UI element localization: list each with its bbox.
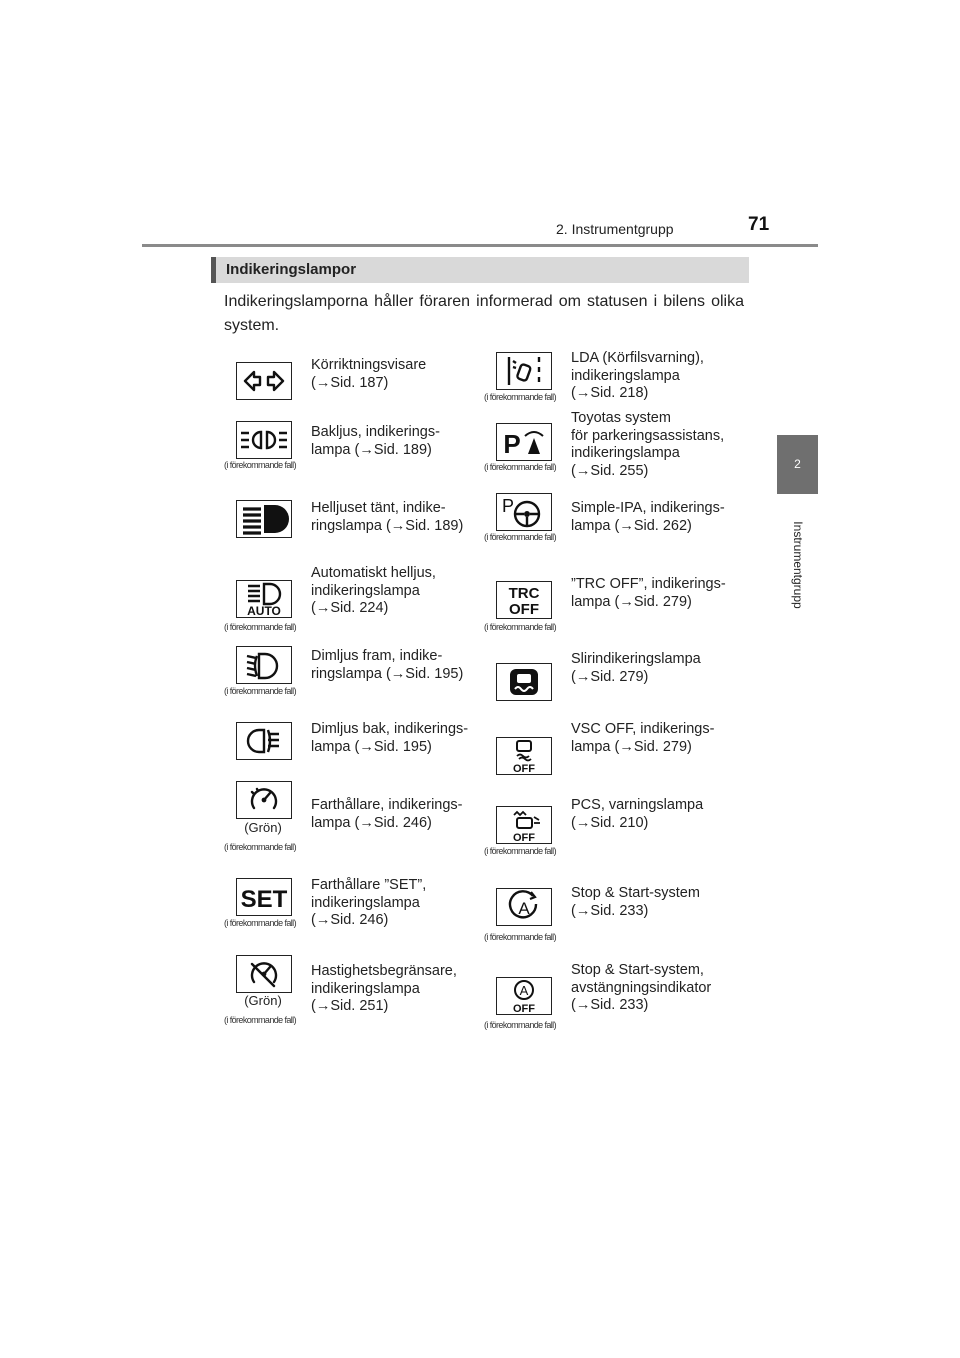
indicator-icon-frame — [236, 722, 292, 760]
indicator-description — [311, 565, 483, 618]
description-line: Stop & Start-system, — [571, 962, 704, 978]
indicator-icon-frame — [496, 806, 552, 844]
description-line: indikeringslampa — [311, 894, 420, 911]
page-number: 71 — [748, 214, 770, 235]
description-line: Hastighetsbegränsare, — [311, 963, 457, 979]
chapter-label: Instrumentgrupp — [791, 521, 805, 609]
description-line: Automatiskt helljus, — [311, 565, 436, 581]
description-line: lampa (→Sid. 279) — [571, 738, 692, 755]
description-line: PCS, varningslampa — [571, 797, 704, 813]
indicator-description — [571, 797, 743, 832]
indicator-icon-frame — [496, 977, 552, 1015]
svg-text:OFF: OFF — [513, 763, 535, 774]
indicator-color-note: (Grön) — [244, 993, 282, 1008]
indicator-description — [571, 885, 743, 920]
indicator-description — [311, 424, 483, 459]
svg-text:OFF: OFF — [513, 1003, 535, 1014]
vsc-off-icon — [497, 738, 551, 774]
availability-note: (i förekommande fall) — [484, 532, 556, 542]
svg-text:A: A — [519, 983, 529, 998]
description-line: (→Sid. 233) — [571, 902, 649, 919]
parking-assist-icon — [497, 424, 551, 460]
section-intro: Indikeringslamporna håller föraren informerad om statusen i bilens olika system. — [224, 293, 744, 334]
description-line: indikeringslampa — [571, 367, 680, 384]
chapter-label-container — [788, 505, 808, 625]
description-line: (→Sid. 251) — [311, 998, 389, 1014]
indicator-icon-frame — [496, 493, 552, 531]
description-line: lampa (→Sid. 279) — [571, 593, 692, 610]
description-line: (→Sid. 218) — [571, 385, 649, 401]
description-line: (→Sid. 233) — [571, 997, 649, 1013]
description-line: indikeringslampa — [311, 582, 420, 599]
svg-text:AUTO: AUTO — [247, 604, 281, 617]
description-line: (→Sid. 246) — [311, 912, 389, 928]
description-line: (→Sid. 279) — [571, 668, 649, 685]
indicator-description — [311, 877, 483, 930]
availability-note: (i förekommande fall) — [484, 622, 556, 632]
stop-start-icon — [497, 889, 551, 925]
cruise-set-icon — [237, 879, 291, 915]
turn-signal-icon — [237, 363, 291, 399]
speed-limiter-icon — [237, 956, 291, 992]
availability-note: (i förekommande fall) — [484, 846, 556, 856]
availability-note: (i förekommande fall) — [484, 462, 556, 472]
indicator-description — [571, 500, 743, 535]
section-heading: Indikeringslampor — [226, 261, 357, 278]
high-beam-icon — [237, 501, 291, 537]
availability-note: (i förekommande fall) — [224, 842, 296, 852]
indicator-description — [571, 651, 743, 686]
description-line: (→Sid. 210) — [571, 814, 649, 831]
description-line: för parkeringsassistans, — [571, 427, 725, 444]
svg-text:P: P — [501, 496, 515, 516]
indicator-icon-frame — [236, 646, 292, 684]
indicator-icon-frame — [236, 362, 292, 400]
indicator-description — [571, 410, 743, 480]
indicator-description — [311, 500, 483, 535]
indicator-description — [311, 357, 483, 392]
description-line: indikeringslampa — [571, 445, 680, 461]
description-line: (→Sid. 187) — [311, 374, 389, 391]
description-line: Stop & Start-system — [571, 885, 700, 901]
svg-text:SET: SET — [240, 886, 288, 913]
description-line: LDA (Körfilsvarning), — [571, 350, 704, 366]
description-line: lampa (→Sid. 189) — [311, 441, 432, 458]
indicator-icon-frame — [496, 888, 552, 926]
indicator-icon-frame — [496, 663, 552, 701]
description-line: Dimljus fram, indike- — [311, 648, 443, 664]
availability-note: (i förekommande fall) — [224, 460, 296, 470]
svg-text:TRC: TRC — [508, 585, 540, 602]
trc-off-icon — [497, 582, 551, 618]
description-line: (→Sid. 255) — [571, 462, 649, 479]
availability-note: (i förekommande fall) — [484, 932, 556, 942]
header-section-title: 2. Instrumentgrupp — [556, 221, 674, 237]
description-line: Helljuset tänt, indike- — [311, 500, 446, 516]
availability-note: (i förekommande fall) — [224, 1015, 296, 1025]
section-heading-accent — [211, 257, 216, 283]
indicator-icon-frame — [496, 352, 552, 390]
description-line: lampa (→Sid. 195) — [311, 738, 432, 755]
pcs-warning-icon — [497, 807, 551, 843]
description-line: VSC OFF, indikerings- — [571, 721, 715, 737]
indicator-icon-frame — [236, 580, 292, 618]
description-line: lampa (→Sid. 246) — [311, 814, 432, 831]
indicator-icon-frame — [496, 423, 552, 461]
description-line: ringslampa (→Sid. 195) — [311, 665, 464, 682]
cruise-control-icon — [237, 782, 291, 818]
description-line: (→Sid. 224) — [311, 600, 389, 616]
front-fog-light-icon — [237, 647, 291, 683]
description-line: avstängningsindikator — [571, 979, 712, 996]
stop-start-off-icon — [497, 978, 551, 1014]
slip-indicator-icon — [497, 664, 551, 700]
availability-note: (i förekommande fall) — [224, 918, 296, 928]
description-line: Simple-IPA, indikerings- — [571, 500, 725, 516]
description-line: Körriktningsvisare — [311, 357, 427, 373]
availability-note: (i förekommande fall) — [484, 1020, 556, 1030]
rear-fog-light-icon — [237, 723, 291, 759]
indicator-icon-frame — [236, 421, 292, 459]
auto-high-beam-icon — [237, 581, 291, 617]
indicator-description — [571, 962, 743, 1015]
description-line: Dimljus bak, indikerings- — [311, 721, 469, 737]
tail-light-icon — [237, 422, 291, 458]
svg-text:P: P — [503, 429, 521, 459]
indicator-icon-frame — [236, 781, 292, 819]
section-heading-bar — [211, 257, 749, 283]
description-line: indikeringslampa — [311, 980, 420, 997]
description-line: Farthållare ”SET”, — [311, 877, 427, 893]
chapter-tab: 2 — [777, 435, 818, 494]
header-divider — [142, 244, 818, 247]
lane-departure-icon — [497, 353, 551, 389]
indicator-description — [571, 721, 743, 756]
description-line: Toyotas system — [571, 410, 671, 426]
indicator-color-note: (Grön) — [244, 820, 282, 835]
indicator-description — [571, 576, 743, 611]
indicator-icon-frame — [496, 581, 552, 619]
description-line: Slirindikeringslampa — [571, 651, 701, 667]
indicator-icon-frame — [236, 955, 292, 993]
description-line: lampa (→Sid. 262) — [571, 517, 692, 534]
indicator-description — [311, 963, 483, 1016]
simple-ipa-icon — [497, 494, 551, 530]
indicator-icon-frame — [236, 878, 292, 916]
svg-text:OFF: OFF — [509, 601, 539, 618]
description-line: ”TRC OFF”, indikerings- — [571, 576, 726, 592]
indicator-icon-frame — [236, 500, 292, 538]
indicator-description — [311, 721, 483, 756]
availability-note: (i förekommande fall) — [224, 686, 296, 696]
description-line: Bakljus, indikerings- — [311, 424, 440, 440]
description-line: Farthållare, indikerings- — [311, 797, 463, 813]
availability-note: (i förekommande fall) — [224, 622, 296, 632]
svg-text:OFF: OFF — [513, 832, 535, 843]
indicator-description — [311, 648, 483, 683]
description-line: ringslampa (→Sid. 189) — [311, 517, 464, 534]
indicator-icon-frame — [496, 737, 552, 775]
indicator-description — [571, 350, 743, 403]
indicator-description — [311, 797, 483, 832]
availability-note: (i förekommande fall) — [484, 392, 556, 402]
svg-text:A: A — [518, 899, 530, 918]
